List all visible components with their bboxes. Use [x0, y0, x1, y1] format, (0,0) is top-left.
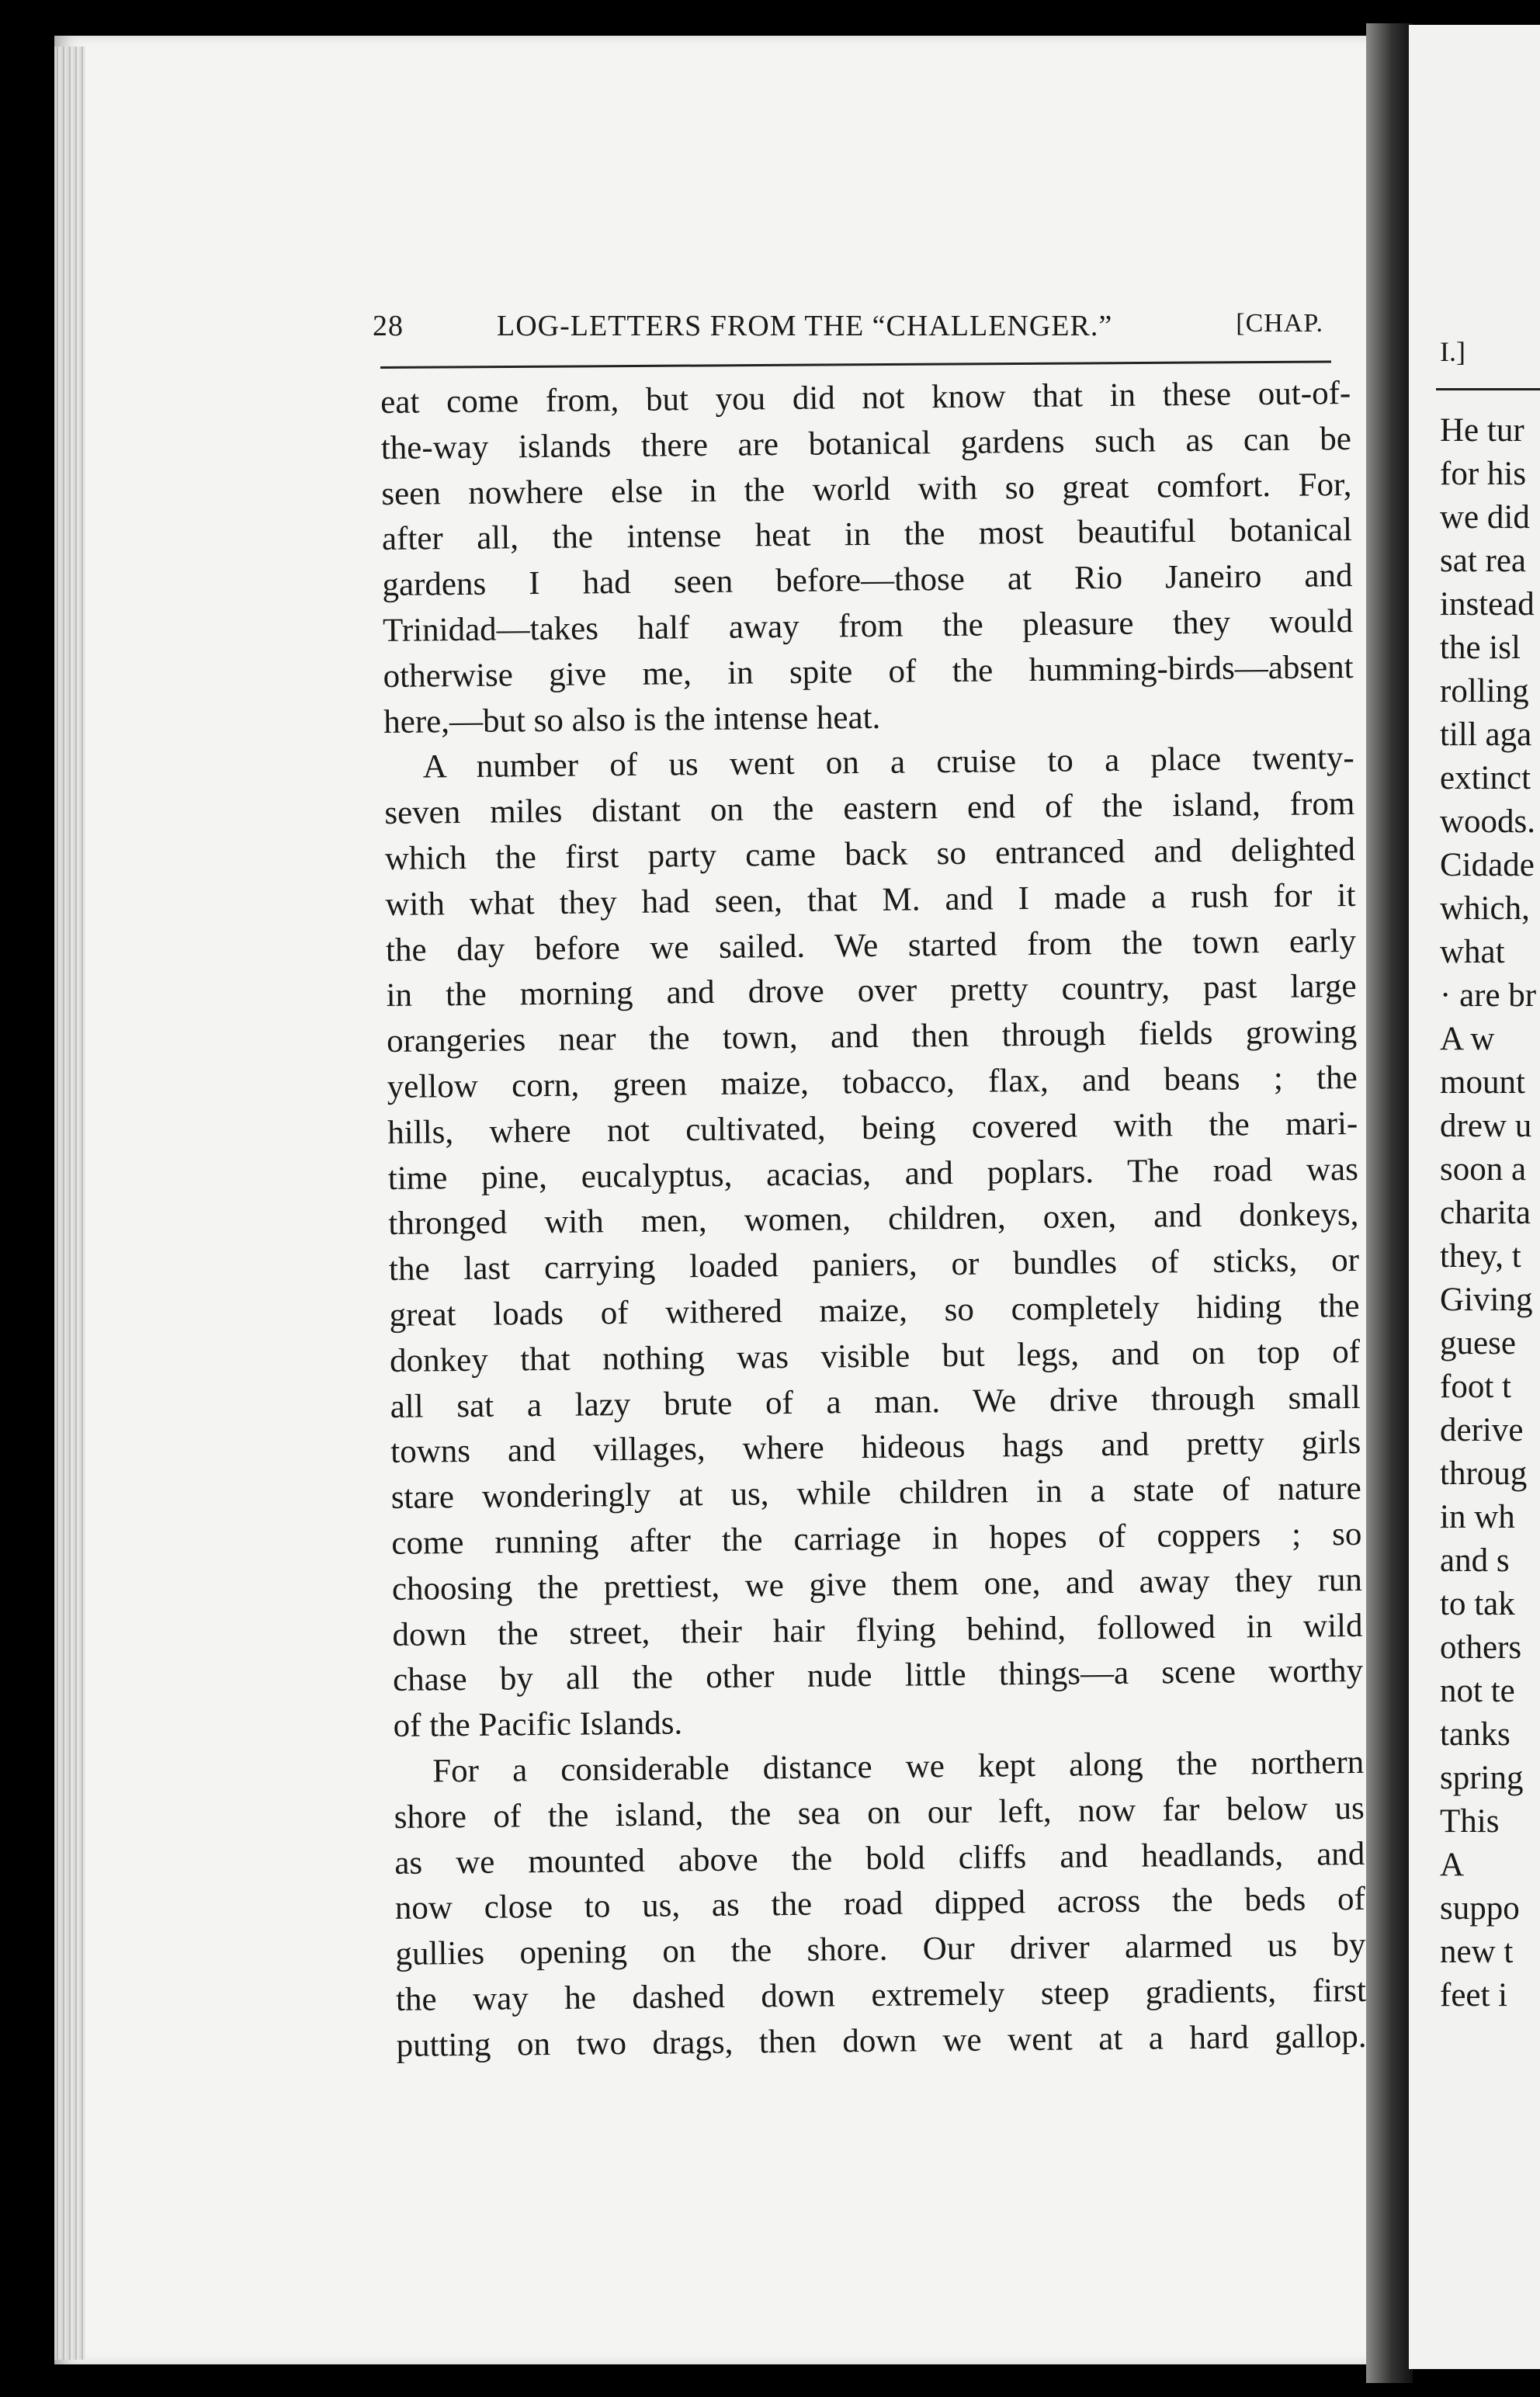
- running-title: LOG-LETTERS FROM THE “CHALLENGER.”: [497, 310, 1113, 342]
- text-line: yellow corn, green maize, tobacco, flax, and beans ; the: [387, 1059, 1358, 1105]
- text-line: seven miles distant on the eastern end of the island, from: [384, 786, 1355, 832]
- text-line: which the first party came back so entranced and delighted: [384, 831, 1356, 877]
- page-number: 28: [373, 310, 404, 342]
- text-line: gardens I had seen before—those at Rio Janeiro and: [382, 557, 1353, 604]
- right-text-line: till aga: [1440, 716, 1532, 753]
- right-text-line: This: [1440, 1803, 1500, 1840]
- text-line: Trinidad—takes half away from the pleasure they would: [382, 602, 1354, 649]
- right-text-line: derive: [1440, 1412, 1524, 1448]
- right-text-line: foot t: [1440, 1368, 1511, 1405]
- right-text-line: feet i: [1440, 1977, 1508, 2014]
- text-line: shore of the island, the sea on our left, now far below us: [394, 1789, 1365, 1836]
- right-text-line: suppo: [1440, 1890, 1520, 1927]
- text-line: great loads of withered maize, so completely hiding the: [389, 1287, 1360, 1334]
- page-edge: [54, 47, 85, 2360]
- right-text-line: which,: [1440, 890, 1530, 927]
- right-text-line: soon a: [1440, 1151, 1527, 1188]
- right-header-rule: [1436, 388, 1540, 390]
- right-page-text: [1440, 409, 1540, 2017]
- right-text-line: · are br: [1440, 977, 1537, 1014]
- text-line: eat come from, but you did not know that in these out-of-: [380, 375, 1351, 421]
- text-line: as we mounted above the bold cliffs and headlands, and: [394, 1835, 1365, 1882]
- right-text-line: throug: [1440, 1455, 1528, 1492]
- right-text-line: He tur: [1440, 412, 1524, 449]
- right-text-line: guese: [1440, 1325, 1516, 1362]
- text-line: time pine, eucalyptus, acacias, and poplars. The road was: [387, 1150, 1359, 1197]
- right-text-line: Giving: [1440, 1282, 1533, 1318]
- right-text-line: A w: [1440, 1021, 1495, 1057]
- right-text-line: new t: [1440, 1934, 1514, 1970]
- text-line: with what they had seen, that M. and I made a rush for it: [385, 876, 1356, 923]
- right-text-line: A: [1440, 1847, 1465, 1883]
- text-line: otherwise give me, in spite of the humming-birds—absent: [383, 648, 1354, 695]
- text-line: hills, where not cultivated, being covered with the mari-: [387, 1105, 1358, 1151]
- text-line: choosing the prettiest, we give them one, and away they run: [391, 1561, 1363, 1608]
- book-gutter: [1366, 23, 1413, 2383]
- right-text-line: to tak: [1440, 1586, 1515, 1622]
- text-line: the way he dashed down extremely steep gradients, first: [395, 1972, 1367, 2018]
- text-line: down the street, their hair flying behind, followed in wild: [392, 1607, 1363, 1653]
- text-line: thronged with men, women, children, oxen, and donkeys,: [388, 1196, 1359, 1243]
- right-text-line: extinct: [1440, 760, 1531, 796]
- text-line: putting on two drags, then down we went at a hard gallop.: [396, 2017, 1367, 2064]
- right-text-line: they, t: [1440, 1238, 1521, 1275]
- right-text-line: woods.: [1440, 803, 1536, 840]
- right-text-line: tanks: [1440, 1716, 1511, 1753]
- text-line: seen nowhere else in the world with so great comfort. For,: [381, 466, 1352, 512]
- right-text-line: we did: [1440, 499, 1530, 536]
- right-text-line: instead: [1440, 586, 1535, 623]
- right-text-line: sat rea: [1440, 543, 1527, 579]
- text-line: in the morning and drove over pretty country, past large: [386, 968, 1357, 1015]
- running-head: [373, 309, 1323, 356]
- right-page: [1409, 25, 1540, 2369]
- text-line: the-way islands there are botanical gardens such as can be: [380, 420, 1352, 467]
- right-text-line: others: [1440, 1629, 1522, 1666]
- text-line: chase by all the other nude little things—a scene worthy: [392, 1653, 1364, 1699]
- right-text-line: what: [1440, 934, 1505, 970]
- right-text-line: spring: [1440, 1760, 1524, 1796]
- text-line: donkey that nothing was visible but legs, and on top of: [389, 1333, 1361, 1379]
- text-line: gullies opening on the shore. Our driver alarmed us by: [395, 1927, 1366, 1972]
- text-line: come running after the carriage in hopes of coppers ; so: [391, 1515, 1362, 1562]
- right-text-line: for his: [1440, 456, 1527, 492]
- right-text-line: drew u: [1440, 1108, 1532, 1144]
- text-line: of the Pacific Islands.: [393, 1705, 683, 1745]
- right-text-line: and s: [1440, 1542, 1510, 1579]
- right-running-head: I.]: [1440, 336, 1465, 367]
- text-line: after all, the intense heat in the most beautiful botanical: [381, 512, 1353, 558]
- text-line: towns and villages, where hideous hags and pretty girls: [390, 1424, 1361, 1471]
- chapter-marker: [CHAP.: [1236, 309, 1323, 338]
- text-line: stare wonderingly at us, while children in a state of nature: [390, 1470, 1361, 1517]
- text-line: all sat a lazy brute of a man. We drive through small: [390, 1379, 1361, 1425]
- right-text-line: Cidade: [1440, 847, 1535, 883]
- right-text-line: mount: [1440, 1064, 1525, 1101]
- text-line: the last carrying loaded paniers, or bundles of sticks, or: [388, 1242, 1360, 1289]
- right-text-line: rolling: [1440, 673, 1529, 709]
- text-line: the day before we sailed. We started from the town early: [385, 922, 1357, 969]
- text-line: For a considerable distance we kept along the northern: [432, 1743, 1365, 1790]
- text-line: here,—but so also is the intense heat.: [383, 699, 881, 741]
- text-line: now close to us, as the road dipped across the beds of: [394, 1881, 1366, 1927]
- body-text: [380, 371, 1367, 2069]
- text-line: orangeries near the town, and then through fields growing: [386, 1014, 1358, 1060]
- text-line: A number of us went on a cruise to a place twenty-: [422, 740, 1354, 786]
- right-text-line: the isl: [1440, 630, 1521, 666]
- right-text-line: charita: [1440, 1195, 1531, 1231]
- right-text-line: not te: [1440, 1673, 1515, 1709]
- right-text-line: in wh: [1440, 1499, 1515, 1535]
